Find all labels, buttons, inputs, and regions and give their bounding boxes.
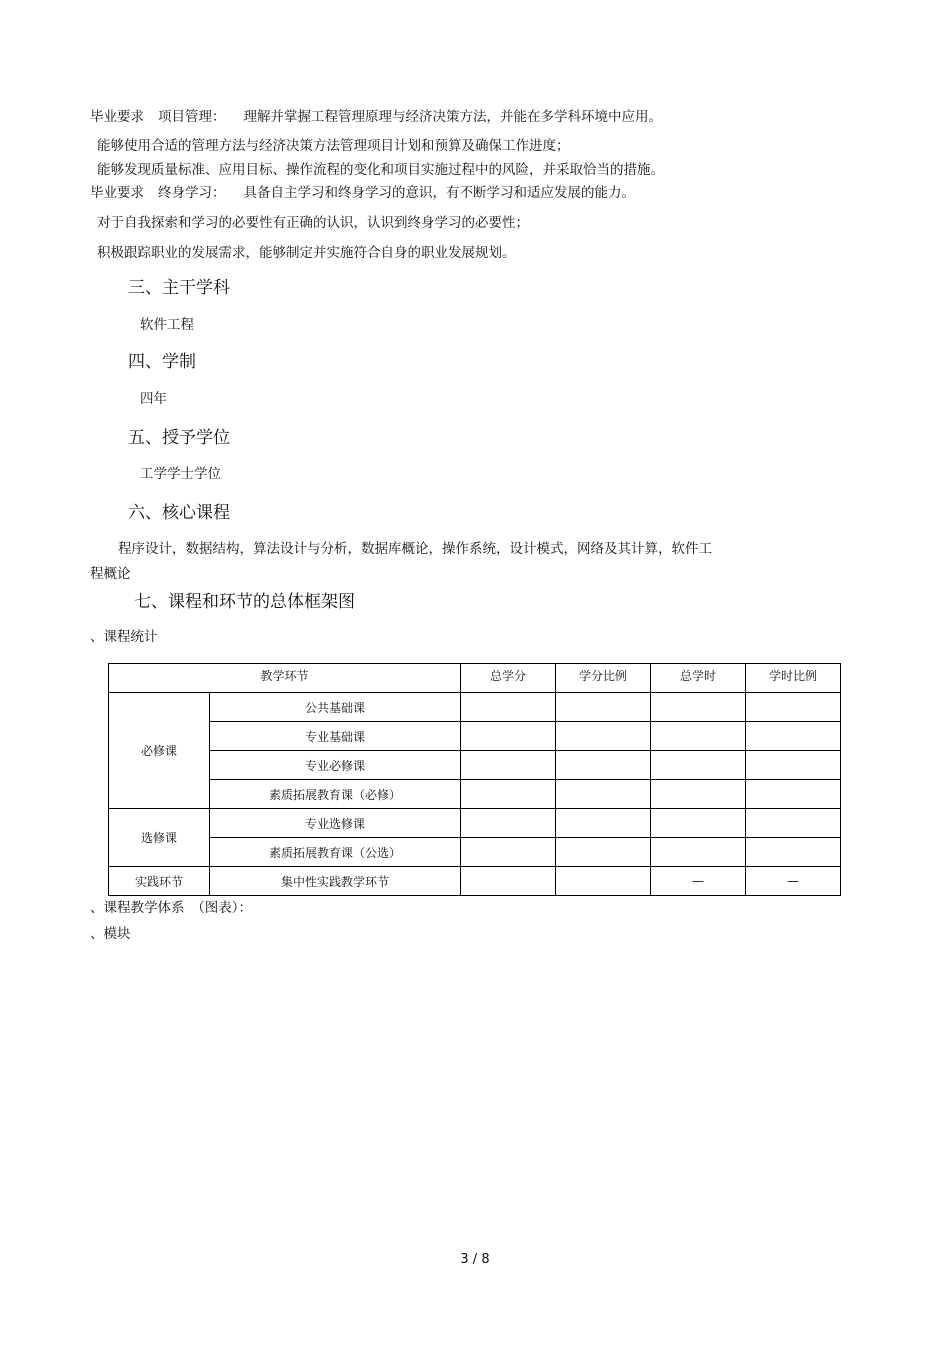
value-cell: [556, 780, 651, 809]
table-row: [109, 751, 841, 780]
value-cell: [651, 838, 746, 867]
requirement-topic: 项目管理：: [158, 109, 226, 125]
group-label-practice: 实践环节: [109, 867, 210, 896]
value-cell: [651, 722, 746, 751]
header-cell: 总学时: [651, 664, 746, 693]
value-cell: [556, 722, 651, 751]
table-row: [109, 780, 841, 809]
requirement-point: 积极跟踪职业的发展需求，能够制定并实施符合自身的职业发展规划。: [97, 245, 516, 261]
requirement-point: 能够使用合适的管理方法与经济决策方法管理项目计划和预算及确保工作进度；: [97, 138, 570, 154]
header-cell: 学分比例: [556, 664, 651, 693]
value-cell: [651, 751, 746, 780]
value-cell: [746, 780, 841, 809]
table-row: [109, 693, 841, 722]
requirement-description: 具备自主学习和终身学习的意识，有不断学习和适应发展的能力。: [243, 185, 635, 201]
table-row: [109, 809, 841, 838]
table-header-row: [109, 664, 841, 693]
value-cell: [651, 693, 746, 722]
requirement-description: 理解并掌握工程管理原理与经济决策方法，并能在多学科环境中应用。: [243, 109, 662, 125]
group-label-elective: 选修课: [109, 809, 210, 867]
course-type-cell: 专业基础课: [210, 722, 461, 751]
value-cell: [461, 722, 556, 751]
value-cell: [556, 693, 651, 722]
value-cell: [651, 809, 746, 838]
requirement-tag: 毕业要求: [90, 185, 144, 201]
value-cell: [746, 751, 841, 780]
total-hours-dash: —: [651, 867, 746, 896]
section-heading-core-courses: 六、核心课程: [128, 503, 230, 523]
subsection-teaching-system: 、课程教学体系 （图表）：: [90, 900, 252, 916]
value-cell: [556, 867, 651, 896]
header-cell: 总学分: [461, 664, 556, 693]
course-type-cell: 专业选修课: [210, 809, 461, 838]
subsection-course-stats: 、课程统计: [90, 629, 158, 645]
value-cell: [651, 780, 746, 809]
core-courses-line-2: 程概论: [90, 566, 131, 582]
value-cell: [746, 693, 841, 722]
course-type-cell: 集中性实践教学环节: [210, 867, 461, 896]
value-cell: [461, 693, 556, 722]
requirement-point: 对于自我探索和学习的必要性有正确的认识，认识到终身学习的必要性；: [97, 215, 529, 231]
course-type-cell: 素质拓展教育课（必修）: [210, 780, 461, 809]
course-type-cell: 专业必修课: [210, 751, 461, 780]
requirement-project-management: [90, 108, 662, 126]
table-row: [109, 722, 841, 751]
hours-ratio-dash: —: [746, 867, 841, 896]
section-heading-framework: 七、课程和环节的总体框架图: [134, 592, 355, 612]
table-row: [109, 838, 841, 867]
table-row: [109, 867, 841, 896]
section-body-main-discipline: 软件工程: [140, 317, 194, 333]
page-number: 3 / 8: [460, 1252, 490, 1267]
value-cell: [461, 867, 556, 896]
section-heading-duration: 四、学制: [128, 352, 196, 372]
requirement-lifelong-learning: [90, 184, 635, 202]
value-cell: [461, 780, 556, 809]
value-cell: [461, 809, 556, 838]
section-body-degree: 工学学士学位: [140, 466, 221, 482]
header-cell: 教学环节: [109, 664, 461, 693]
value-cell: [461, 838, 556, 867]
requirement-topic: 终身学习：: [158, 185, 226, 201]
requirement-tag: 毕业要求: [90, 109, 144, 125]
value-cell: [746, 809, 841, 838]
course-type-cell: 素质拓展教育课（公选）: [210, 838, 461, 867]
section-heading-main-discipline: 三、主干学科: [128, 278, 230, 298]
value-cell: [556, 838, 651, 867]
value-cell: [556, 809, 651, 838]
value-cell: [746, 838, 841, 867]
value-cell: [556, 751, 651, 780]
value-cell: [461, 751, 556, 780]
section-body-duration: 四年: [140, 391, 167, 407]
course-type-cell: 公共基础课: [210, 693, 461, 722]
section-heading-degree: 五、授予学位: [128, 428, 230, 448]
header-cell: 学时比例: [746, 664, 841, 693]
course-stats-table: [108, 663, 841, 896]
requirement-point: 能够发现质量标准、应用目标、操作流程的变化和项目实施过程中的风险，并采取恰当的措施。: [97, 162, 664, 178]
core-courses-line-1: 程序设计，数据结构，算法设计与分析，数据库概论，操作系统，设计模式，网络及其计算，软件工: [118, 541, 712, 557]
subsection-modules: 、模块: [90, 926, 131, 942]
value-cell: [746, 722, 841, 751]
group-label-required: 必修课: [109, 693, 210, 809]
